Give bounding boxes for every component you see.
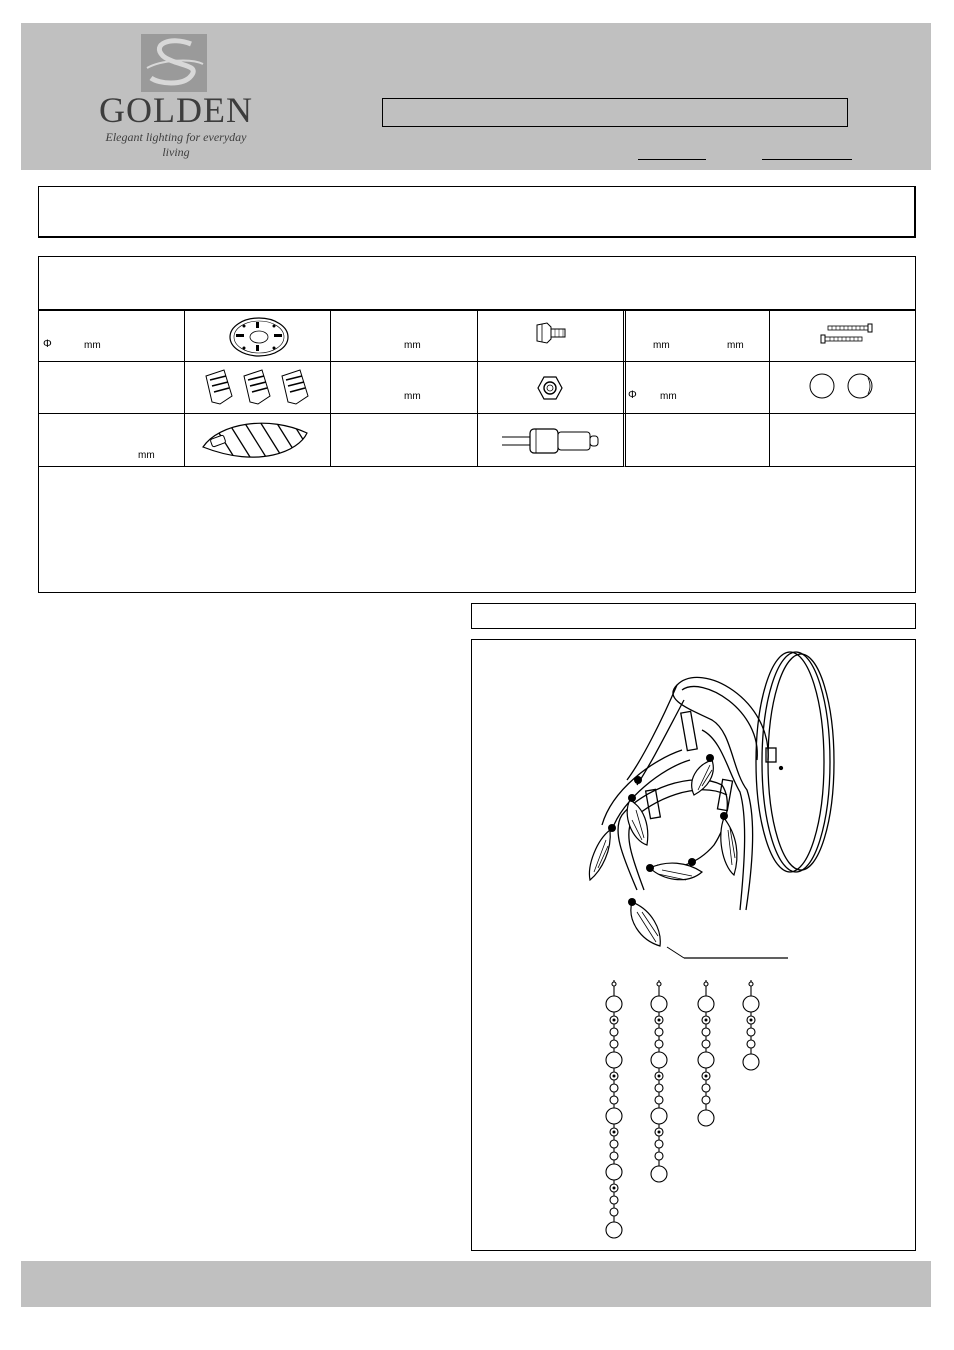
part-label-cell: [38, 361, 185, 414]
part-label-cell: [330, 310, 478, 362]
brand-tagline: Elegant lighting for everyday living: [105, 130, 247, 159]
part-label-cell: [623, 361, 770, 414]
mm-label: mm: [404, 391, 421, 402]
crystal-strands-icon: [596, 980, 766, 1246]
diagram-box: [471, 639, 916, 1251]
golden-logo-icon: [141, 34, 207, 92]
title-field: [382, 98, 848, 127]
diagram-title-box: [471, 603, 916, 629]
wire-nuts-icon: [202, 368, 316, 408]
part-label-cell: [38, 413, 185, 467]
brand-name: GOLDEN: [99, 90, 253, 130]
mm-label: mm: [727, 340, 744, 351]
mm-label: mm: [653, 340, 670, 351]
hex-screw-icon: [535, 322, 567, 344]
mm-label: mm: [138, 450, 155, 461]
part-label-cell: [623, 413, 770, 467]
phi-label: Φ: [628, 389, 637, 401]
part-image-cell: [184, 361, 331, 414]
part-image-cell: [184, 413, 331, 467]
phi-label: Φ: [43, 338, 52, 350]
mm-label: mm: [660, 391, 677, 402]
part-image-cell: [769, 361, 916, 414]
mounting-plate-icon: [228, 316, 290, 358]
hex-nut-icon: [537, 375, 563, 401]
leaf-shade-icon: [199, 417, 319, 465]
part-image-cell: [769, 310, 916, 362]
part-image-cell: [477, 361, 624, 414]
part-image-cell: [184, 310, 331, 362]
part-image-cell: [477, 413, 624, 467]
decorative-caps-icon: [808, 372, 878, 400]
mm-label: mm: [404, 340, 421, 351]
part-image-cell: [477, 310, 624, 362]
info-box: [38, 186, 916, 238]
bi-pin-bulb-icon: [500, 426, 604, 456]
part-label-cell: [623, 310, 770, 362]
part-label-cell: [330, 361, 478, 414]
mm-label: mm: [84, 340, 101, 351]
footer-band: [21, 1261, 931, 1307]
part-label-cell: [330, 413, 478, 467]
underline-1: [638, 159, 706, 160]
part-label-cell: [38, 310, 185, 362]
part-label-cell: [769, 413, 916, 467]
long-screws-icon: [820, 323, 874, 347]
header-band: [21, 23, 931, 170]
underline-2: [762, 159, 852, 160]
